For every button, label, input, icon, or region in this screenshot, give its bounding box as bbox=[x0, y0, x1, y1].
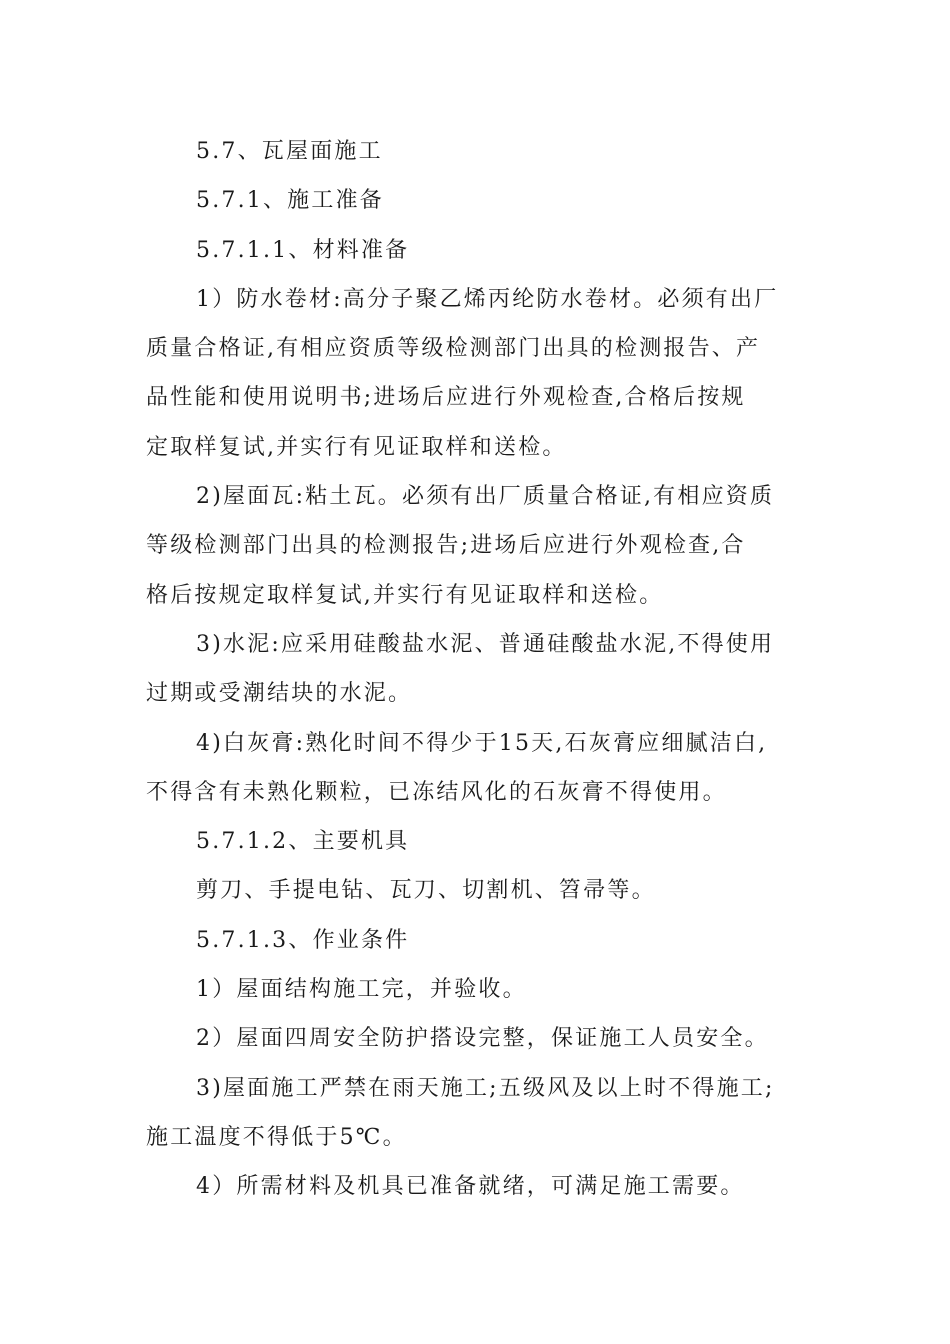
paragraph-line: 2)屋面瓦:粘土瓦。必须有出厂质量合格证,有相应资质 bbox=[196, 484, 775, 510]
paragraph-line: 等级检测部门出具的检测报告;进场后应进行外观检查,合 bbox=[146, 533, 746, 559]
paragraph-line: 品性能和使用说明书;进场后应进行外观检查,合格后按规 bbox=[146, 385, 746, 411]
paragraph-line: 格后按规定取样复试,并实行有见证取样和送检。 bbox=[146, 582, 664, 608]
section-heading-5-7-1-3: 5.7.1.3、作业条件 bbox=[196, 927, 410, 953]
paragraph-item-4-lime-paste bbox=[146, 719, 806, 818]
condition-item-1: 1）屋面结构施工完，并验收。 bbox=[196, 977, 527, 1003]
section-heading-5-7-1-2: 5.7.1.2、主要机具 bbox=[196, 829, 410, 855]
paragraph-line: 4)白灰膏:熟化时间不得少于15天,石灰膏应细腻洁白, bbox=[196, 730, 768, 756]
paragraph-line: 1）防水卷材:高分子聚乙烯丙纶防水卷材。必须有出厂 bbox=[196, 286, 779, 312]
paragraph-item-2-roof-tile bbox=[146, 472, 806, 620]
paragraph-line: 施工温度不得低于5℃。 bbox=[146, 1124, 407, 1150]
section-heading-5-7: 5.7、瓦屋面施工 bbox=[196, 139, 383, 164]
condition-item-2: 2）屋面四周安全防护搭设完整，保证施工人员安全。 bbox=[196, 1026, 769, 1052]
paragraph-line: 不得含有未熟化颗粒，已冻结风化的石灰膏不得使用。 bbox=[146, 779, 727, 805]
condition-item-3 bbox=[146, 1064, 806, 1163]
tools-paragraph: 剪刀、手提电钻、瓦刀、切割机、笤帚等。 bbox=[196, 878, 656, 904]
paragraph-item-1-waterproof-membrane bbox=[146, 275, 806, 472]
paragraph-line: 3)水泥:应采用硅酸盐水泥、普通硅酸盐水泥,不得使用 bbox=[196, 631, 775, 657]
section-heading-5-7-1: 5.7.1、施工准备 bbox=[196, 188, 384, 214]
section-heading-5-7-1-1: 5.7.1.1、材料准备 bbox=[196, 237, 410, 263]
condition-item-4: 4）所需材料及机具已准备就绪，可满足施工需要。 bbox=[196, 1174, 745, 1200]
paragraph-line: 质量合格证,有相应资质等级检测部门出具的检测报告、产 bbox=[146, 336, 761, 362]
paragraph-line: 3)屋面施工严禁在雨天施工;五级风及以上时不得施工; bbox=[196, 1075, 775, 1101]
document-body bbox=[146, 127, 806, 1212]
paragraph-item-3-cement bbox=[146, 620, 806, 719]
paragraph-line: 定取样复试,并实行有见证取样和送检。 bbox=[146, 434, 567, 460]
paragraph-line: 过期或受潮结块的水泥。 bbox=[146, 681, 413, 707]
